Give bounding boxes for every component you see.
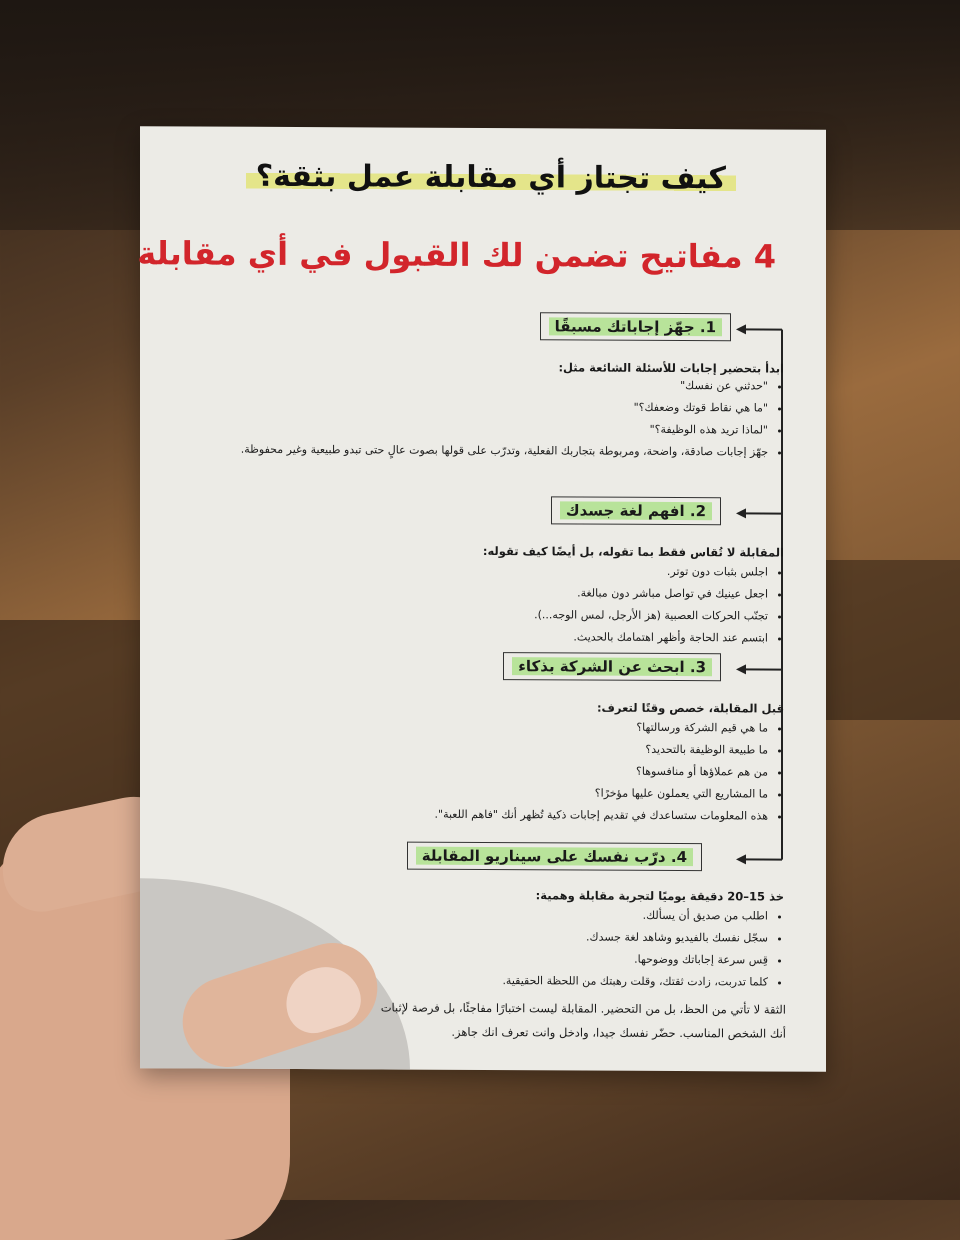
arrow-head-3 <box>736 664 746 674</box>
section-1-heading-box <box>540 312 731 341</box>
poster-subtitle: 4 مفاتيح تضمن لك القبول في أي مقابلة <box>137 234 776 275</box>
list-item: • "لماذا تريد هذه الوظيفة؟" <box>168 416 768 441</box>
section-1-intro: ابدأ بتحضير إجابات للأسئلة الشائعة مثل: <box>558 360 784 375</box>
section-2-heading: 2. افهم لغة جسدك <box>560 501 712 520</box>
list-item: • اجلس بثبات دون توتر. <box>534 560 768 583</box>
section-1-heading: 1. جهّز إجاباتك مسبقًا <box>549 317 722 336</box>
list-item: • قِس سرعة إجاباتك ووضوحها. <box>502 948 768 971</box>
arrow-head-4 <box>736 854 746 864</box>
section-4-bullets <box>502 904 784 993</box>
section-3-intro: قبل المقابلة، خصص وقتًا لتعرف: <box>597 701 784 716</box>
section-4-heading-box <box>407 842 702 872</box>
arrow-head-2 <box>736 508 746 518</box>
section-2-heading-box <box>551 496 721 525</box>
list-item: • "حدثني عن نفسك" <box>168 372 768 397</box>
list-item: • كلما تدربت، زادت ثقتك، وقلت رهبتك من اللحظة الحقيقية. <box>502 970 768 993</box>
section-3-heading: 3. ابحث عن الشركة بذكاء <box>512 657 712 676</box>
list-item: • "ما هي نقاط قوتك وضعفك؟" <box>168 394 768 419</box>
list-item: • هذه المعلومات ستساعدك في تقديم إجابات ذكية تُظهر أنك "فاهم اللعبة". <box>435 804 768 828</box>
title-wrap <box>246 159 736 197</box>
list-item: • ما المشاريع التي يعملون عليها مؤخرًا؟ <box>435 782 768 806</box>
list-item: • من هم عملاؤها أو منافسوها؟ <box>435 760 768 784</box>
section-1-bullets <box>168 372 784 463</box>
section-4-intro: خذ 15–20 دقيقة يوميًا لتجربة مقابلة وهمية: <box>536 888 784 903</box>
arrow-head-1 <box>736 324 746 334</box>
background-shadow-right <box>820 560 960 720</box>
section-4-heading: 4. درّب نفسك على سيناريو المقابلة <box>416 847 693 866</box>
closing-paragraph: الثقة لا تأتي من الحظ، بل من التحضير. المقابلة ليست اختبارًا مفاجئًا، بل فرصة لإثبات أنك الشخص المناسب. حضّر نفسك جيدا، وادخل وانت تعرف انك جاهز. <box>366 995 786 1045</box>
section-3-heading-box <box>503 652 721 681</box>
list-item: • ابتسم عند الحاجة وأظهر اهتمامك بالحديث. <box>534 626 768 649</box>
list-item: • سجّل نفسك بالفيديو وشاهد لغة جسدك. <box>502 926 768 949</box>
list-item: • ما هي قيم الشركة ورسالتها؟ <box>435 716 768 740</box>
section-3-bullets <box>435 716 784 828</box>
list-item: • ما طبيعة الوظيفة بالتحديد؟ <box>435 738 768 762</box>
list-item: • اجعل عينيك في تواصل مباشر دون مبالغة. <box>534 582 768 605</box>
printed-poster <box>140 126 826 1072</box>
poster-title: كيف تجتاز أي مقابلة عمل بثقة؟ <box>246 159 736 197</box>
section-2-intro: المقابلة لا تُقاس فقط بما تقوله، بل أيضًا كيف تقوله: <box>483 544 784 560</box>
list-item: • اطلب من صديق أن يسألك. <box>502 904 768 927</box>
list-item: • تجنّب الحركات العصبية (هز الأرجل، لمس الوجه...). <box>534 604 768 627</box>
list-item: • جهّز إجابات صادقة، واضحة، ومربوطة بتجاربك الفعلية، وتدرّب على قولها بصوت عالٍ حتى تبدو طبيعية وغير محفوظة. <box>168 438 768 463</box>
section-2-bullets <box>534 560 784 649</box>
